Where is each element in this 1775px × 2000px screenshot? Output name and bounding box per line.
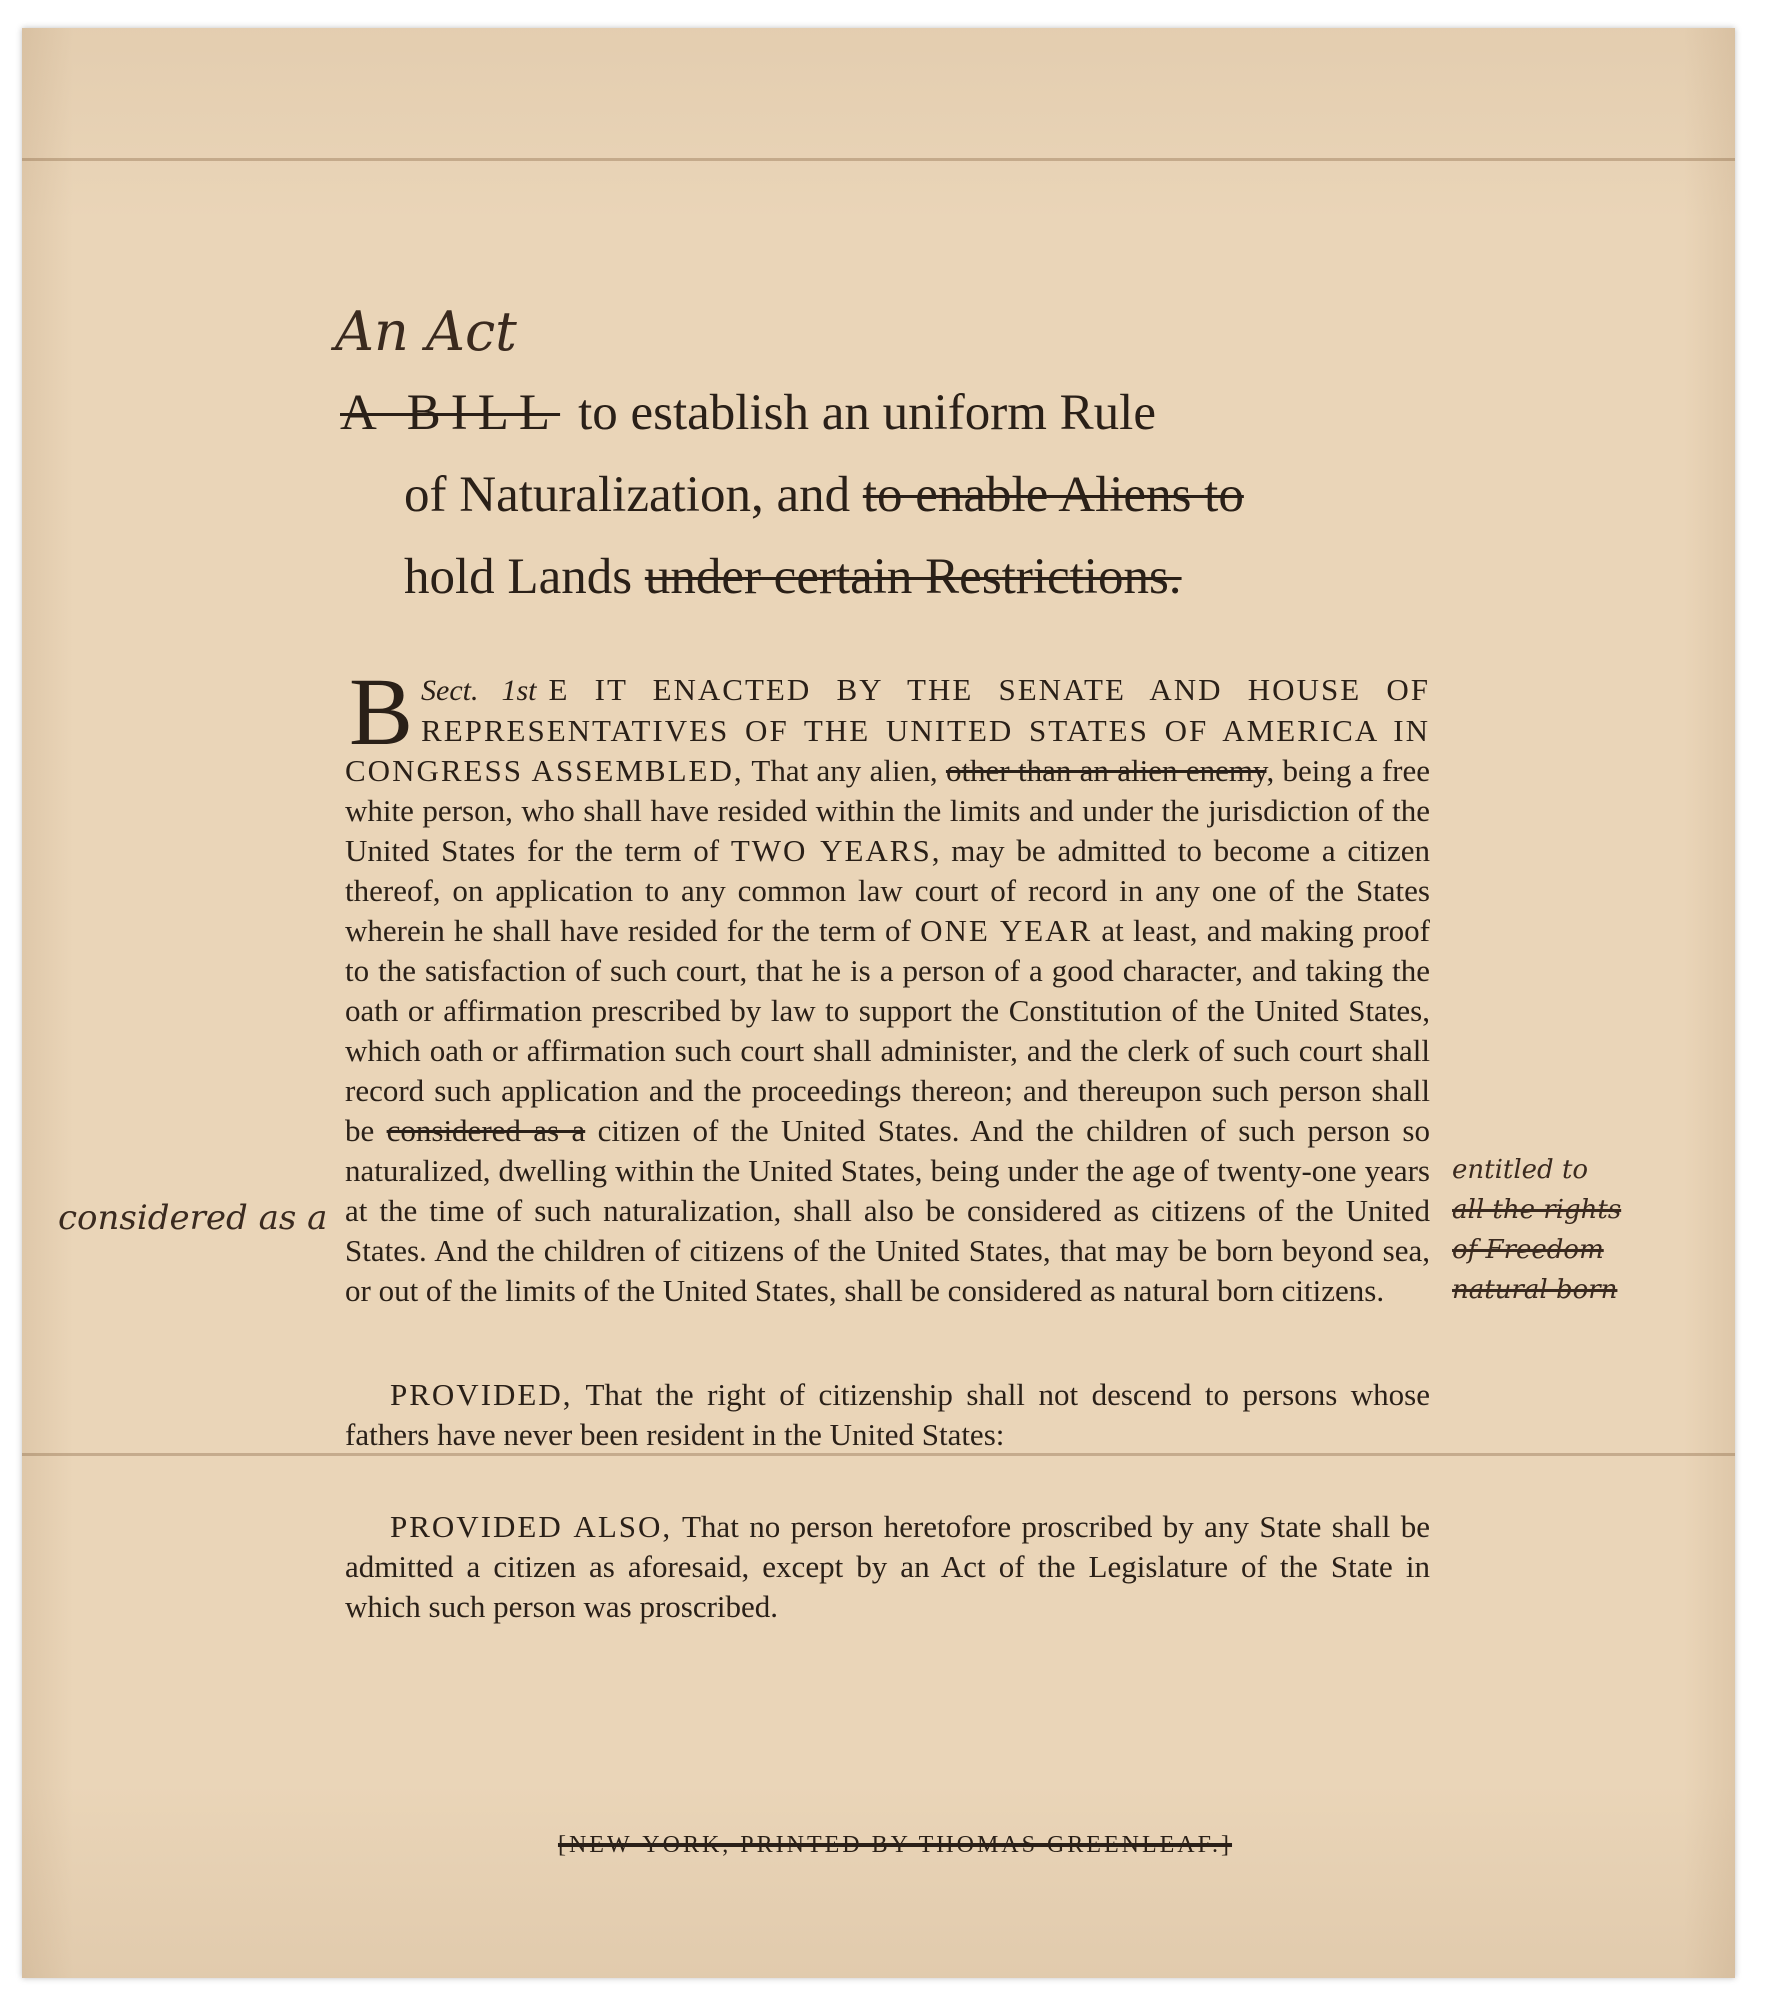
struck-imprint: [NEW-YORK, PRINTED BY THOMAS GREENLEAF.] [557,1832,1233,1858]
bill-body [345,658,1430,1627]
drop-cap: B [349,658,414,765]
margin-right-line-1: entitled to [1452,1155,1589,1185]
struck-alien-enemy: other than an alien enemy [945,753,1267,788]
title-line-2 [340,454,1430,536]
section-text-c: , may be admitted to become a citizen thereof, on application to any common law court of record in any one of the States wherein he shall have resided for the term of [345,833,1430,948]
margin-right-line-3: of Freedom [1452,1235,1604,1265]
proviso-1-lead: PROVIDED, [390,1377,573,1412]
handwritten-an-act: An Act [335,300,517,363]
margin-note-right [1452,1150,1722,1310]
one-year: ONE YEAR [920,913,1093,948]
struck-considered: considered as a [386,1113,586,1148]
section-1-paragraph [345,658,1430,1311]
margin-note-left: considered as a [58,1198,328,1238]
title-line2-struck: to enable Aliens to [862,467,1244,523]
title-line3-text: hold Lands [404,549,645,605]
printer-imprint [475,1832,1315,1859]
enacting-clause: E IT ENACTED BY THE SENATE AND HOUSE OF REPRESENTATIVES OF THE UNITED STATES OF AMERICA IN CONGRESS ASSEMBLED, [345,672,1430,788]
margin-right-line-4: natural born [1452,1275,1618,1305]
title-line-1 [340,372,1430,454]
section-text-e: citizen of the United States. And the children of such person so naturalized, dwelling within the United States, being under the age of twenty-one years at the time of such naturalization, shall also be considered as citizens of the United States. And the children of citizens of the United States, that may be born beyond sea, or out of the limits of the United States, shall be considered as natural born citizens. [345,1113,1430,1308]
title-line-3 [340,536,1430,618]
two-years: TWO YEARS [730,833,932,868]
proviso-1 [345,1375,1430,1455]
section-text-b: , being a free white person, who shall have resided within the limits and under the jurisdiction of the United States for the term of [345,753,1430,868]
section-text-a: That any alien, [743,753,946,788]
fold-crease [22,158,1735,161]
margin-right-line-2: all the rights [1452,1195,1622,1225]
title-line2-text: of Naturalization, and [404,467,863,523]
section-label: Sect. 1st [421,674,537,707]
title-line3-struck: under certain Restrictions. [644,549,1182,605]
bill-title [340,372,1430,618]
struck-bill-word: A BILL [340,385,561,441]
section-text-d: at least, and making proof to the satisfaction of such court, that he is a person of a good character, and taking the oath or affirmation prescribed by law to support the Constitution of the United States, which oath or affirmation such court shall administer, and the clerk of such court shall record such application and the proceedings thereon; and thereupon such person shall be [345,913,1430,1148]
proviso-2 [345,1507,1430,1627]
title-line1-text: to establish an uniform Rule [578,385,1156,441]
proviso-2-text: That no person heretofore proscribed by any State shall be admitted a citizen as aforesaid, except by an Act of the Legislature of the State in which such person was proscribed. [345,1509,1430,1624]
proviso-2-lead: PROVIDED ALSO, [390,1509,673,1544]
proviso-1-text: That the right of citizenship shall not descend to persons whose fathers have never been resident in the United States: [345,1377,1430,1452]
